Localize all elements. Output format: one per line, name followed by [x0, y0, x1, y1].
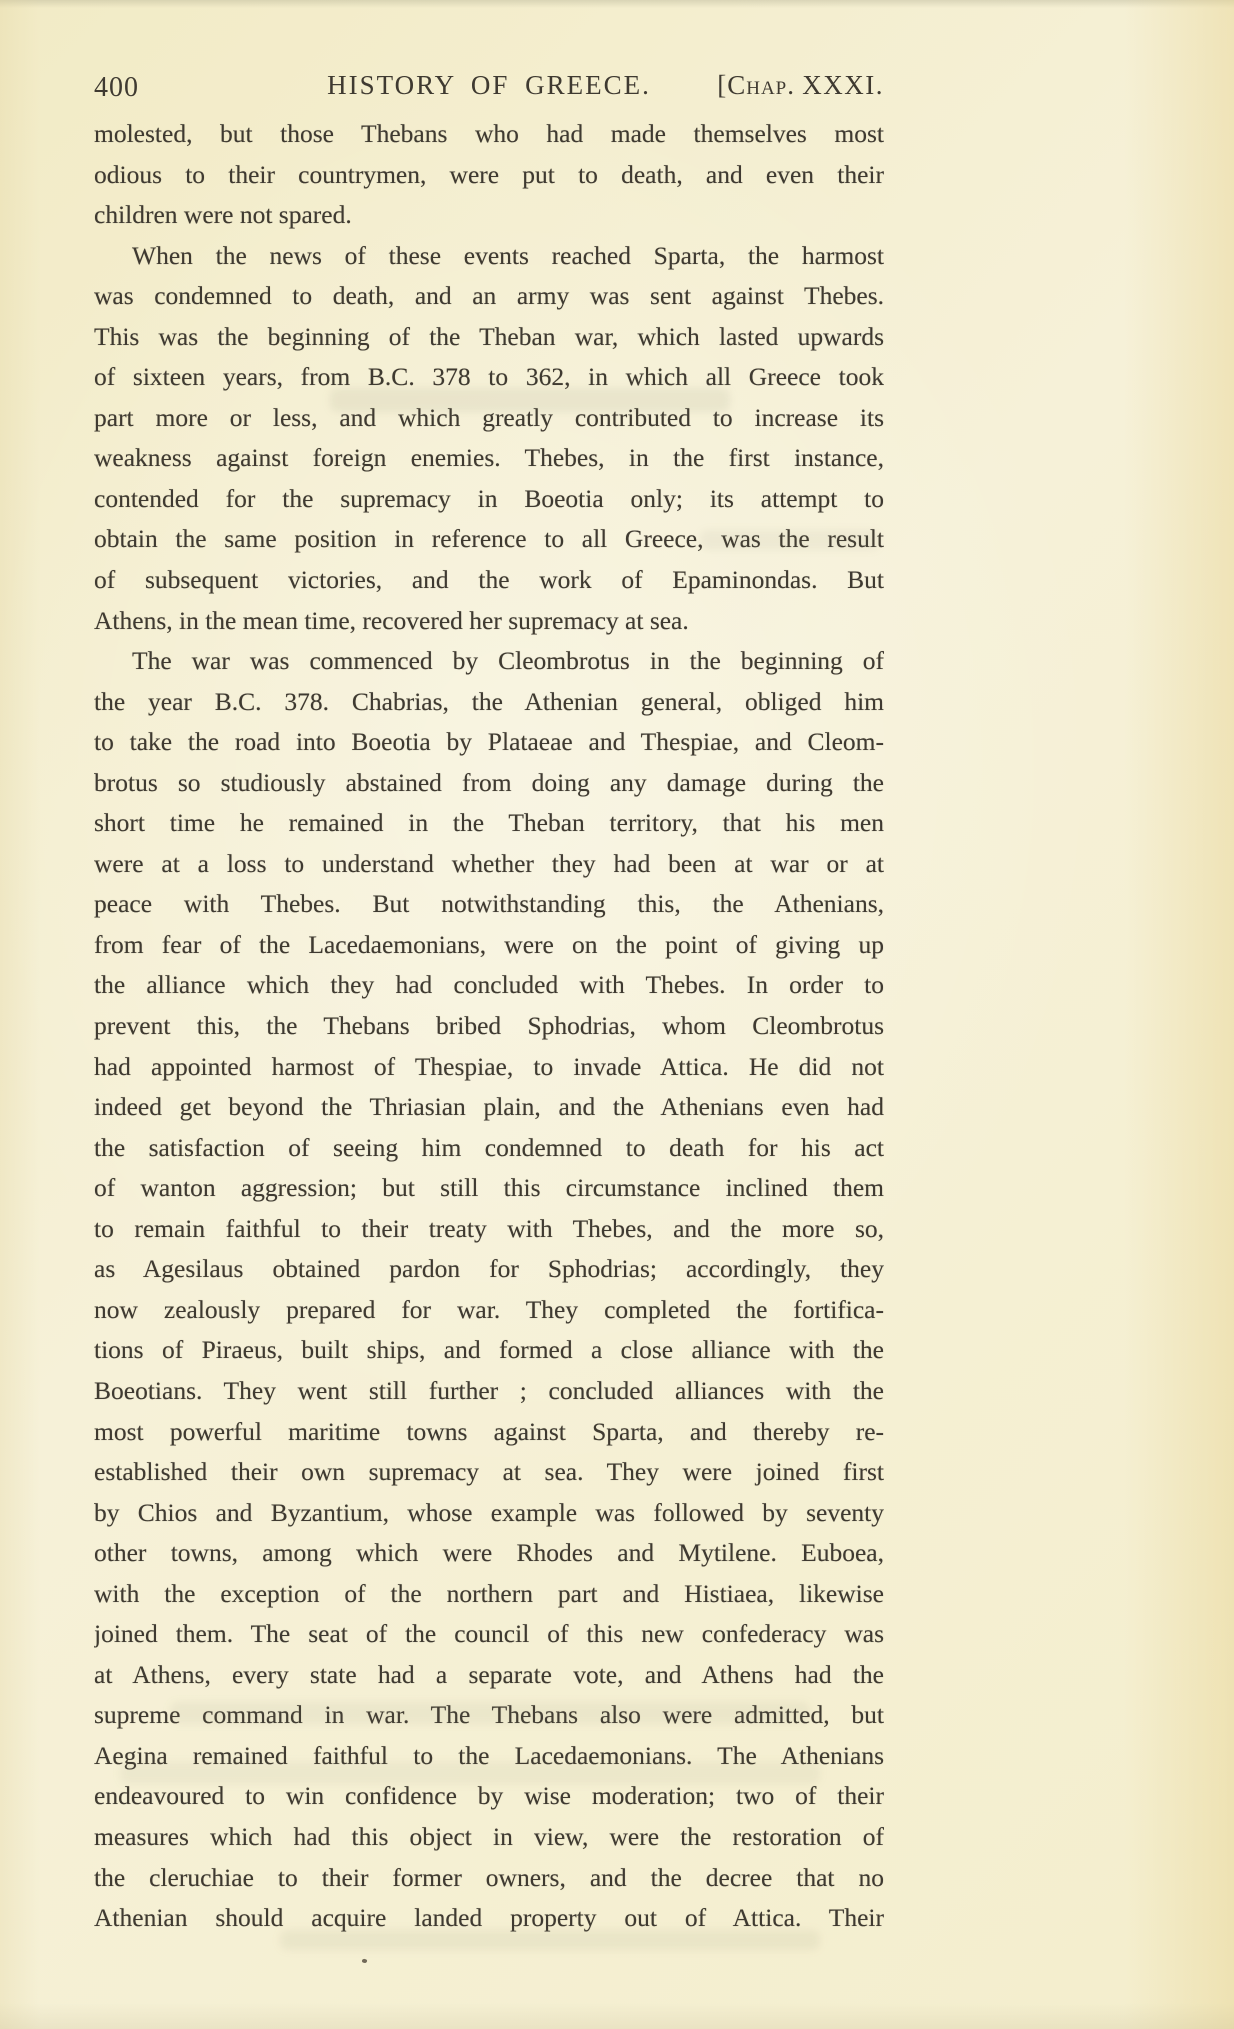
text-line: Aegina remained faithful to the Lacedaemonians. The Athenians [94, 1740, 884, 1770]
text-line: as Agesilaus obtained pardon for Sphodrias; accordingly, they [94, 1254, 884, 1284]
ink-speck [361, 1958, 367, 1963]
text-line: odious to their countrymen, were put to death, and even their [94, 159, 884, 189]
page-number: 400 [94, 72, 139, 103]
text-line: supreme command in war. The Thebans also were admitted, but [94, 1700, 884, 1730]
scan-edge-bottom [0, 2003, 1234, 2029]
text-line: at Athens, every state had a separate vote, and Athens had the [94, 1659, 884, 1689]
text-block [94, 114, 884, 1939]
text-line: indeed get beyond the Thriasian plain, and the Athenians even had [94, 1092, 884, 1122]
text-line: most powerful maritime towns against Sparta, and thereby re- [94, 1416, 884, 1446]
scan-edge-right [1124, 0, 1234, 2029]
text-line: from fear of the Lacedaemonians, were on the point of giving up [94, 929, 884, 959]
text-line: of wanton aggression; but still this circumstance inclined them [94, 1173, 884, 1203]
text-line: The war was commenced by Cleombrotus in the beginning of [132, 646, 884, 676]
text-line: prevent this, the Thebans bribed Sphodrias, whom Cleombrotus [94, 1011, 884, 1041]
text-line: joined them. The seat of the council of this new confederacy was [94, 1619, 884, 1649]
text-line: the cleruchiae to their former owners, and the decree that no [94, 1862, 884, 1892]
text-line: was condemned to death, and an army was sent against Thebes. [94, 281, 884, 311]
text-line: molested, but those Thebans who had made themselves most [94, 119, 884, 148]
text-line: tions of Piraeus, built ships, and formed a close alliance with the [94, 1335, 884, 1365]
text-line: the satisfaction of seeing him condemned to death for his act [94, 1132, 884, 1162]
chapter-label: [Chap. [717, 70, 795, 100]
chapter-reference [94, 70, 884, 101]
text-line: short time he remained in the Theban territory, that his men [94, 808, 884, 838]
text-line: peace with Thebes. But notwithstanding this, the Athenians, [94, 889, 884, 919]
text-line: Athens, in the mean time, recovered her supremacy at sea. [94, 605, 689, 635]
chapter-numeral: XXXI. [802, 70, 884, 100]
running-head [94, 70, 884, 106]
text-line: the year B.C. 378. Chabrias, the Athenian general, obliged him [94, 686, 884, 716]
text-line: obtain the same position in reference to all Greece, was the result [94, 524, 884, 554]
running-title: HISTORY OF GREECE. [327, 70, 651, 100]
text-line: brotus so studiously abstained from doing any damage during the [94, 767, 884, 797]
text-line: now zealously prepared for war. They completed the fortifica- [94, 1294, 884, 1324]
text-line: endeavoured to win confidence by wise moderation; two of their [94, 1781, 884, 1811]
text-line: children were not spared. [94, 200, 352, 230]
text-line: This was the beginning of the Theban war, which lasted upwards [94, 321, 884, 351]
text-line: other towns, among which were Rhodes and Mytilene. Euboea, [94, 1538, 884, 1568]
text-line: had appointed harmost of Thespiae, to invade Attica. He did not [94, 1051, 884, 1081]
text-line: weakness against foreign enemies. Thebes, in the first instance, [94, 443, 884, 473]
text-line: to take the road into Boeotia by Plataeae and Thespiae, and Cleom- [94, 727, 884, 757]
text-line: measures which had this object in view, were the restoration of [94, 1821, 884, 1851]
text-line: were at a loss to understand whether they had been at war or at [94, 848, 884, 878]
text-line: Athenian should acquire landed property out of Attica. Their [94, 1903, 884, 1933]
text-line: established their own supremacy at sea. They were joined first [94, 1457, 884, 1487]
text-line: part more or less, and which greatly contributed to increase its [94, 402, 884, 432]
text-line: to remain faithful to their treaty with Thebes, and the more so, [94, 1213, 884, 1243]
text-line: of sixteen years, from B.C. 378 to 362, in which all Greece took [94, 362, 884, 392]
scan-edge-top [0, 0, 1234, 8]
text-line: by Chios and Byzantium, whose example was followed by seventy [94, 1497, 884, 1527]
text-line: with the exception of the northern part and Histiaea, likewise [94, 1578, 884, 1608]
text-line: the alliance which they had concluded with Thebes. In order to [94, 970, 884, 1000]
text-line: contended for the supremacy in Boeotia only; its attempt to [94, 483, 884, 513]
scan-edge-left [0, 0, 40, 2029]
text-line: When the news of these events reached Sparta, the harmost [132, 240, 884, 270]
text-line: of subsequent victories, and the work of Epaminondas. But [94, 565, 884, 595]
text-line: Boeotians. They went still further ; concluded alliances with the [94, 1375, 884, 1405]
